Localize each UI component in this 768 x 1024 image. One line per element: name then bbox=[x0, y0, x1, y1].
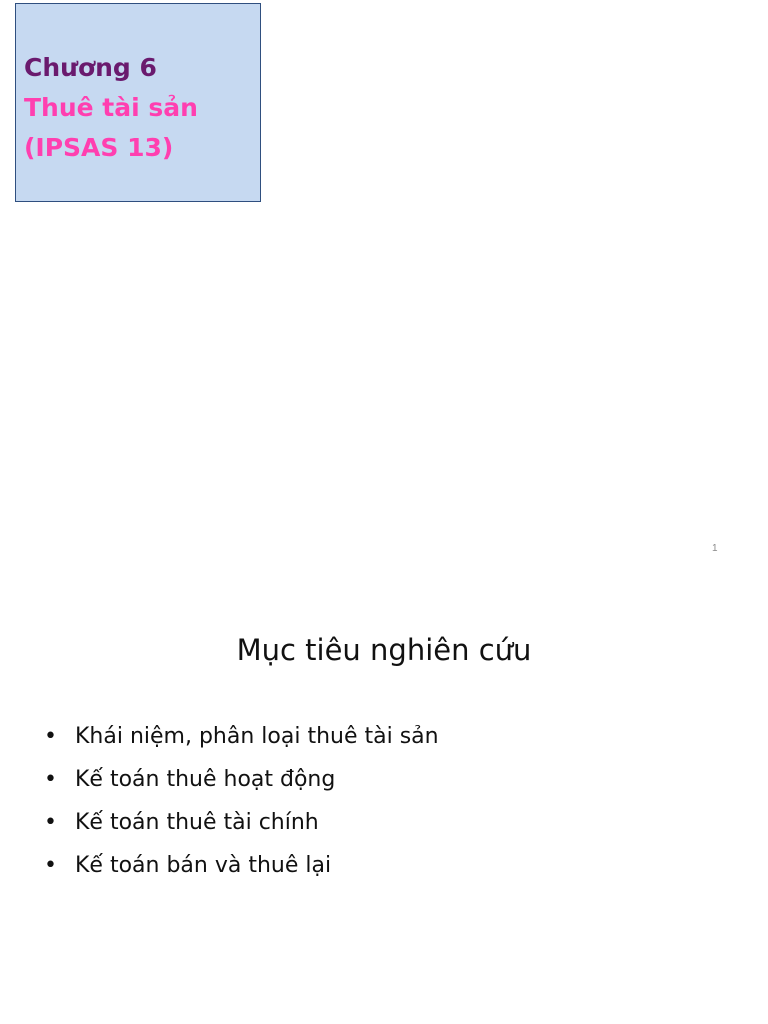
topic-label: Thuê tài sản bbox=[24, 93, 198, 122]
list-item bbox=[44, 715, 439, 758]
objectives-list bbox=[44, 715, 439, 887]
chapter-label: Chương 6 bbox=[24, 53, 157, 82]
list-item bbox=[44, 844, 439, 887]
bullet-icon: • bbox=[44, 767, 57, 792]
slide-heading: Mục tiêu nghiên cứu bbox=[236, 633, 532, 667]
page-number: 1 bbox=[712, 543, 718, 554]
list-item-text: Kế toán thuê tài chính bbox=[75, 810, 319, 835]
list-item bbox=[44, 758, 439, 801]
bullet-icon: • bbox=[44, 810, 57, 835]
bullet-icon: • bbox=[44, 853, 57, 878]
standard-label: (IPSAS 13) bbox=[24, 133, 174, 162]
list-item-text: Kế toán thuê hoạt động bbox=[75, 767, 336, 792]
list-item-text: Kế toán bán và thuê lại bbox=[75, 853, 332, 878]
list-item-text: Khái niệm, phân loại thuê tài sản bbox=[75, 724, 439, 749]
bullet-icon: • bbox=[44, 724, 57, 749]
list-item bbox=[44, 801, 439, 844]
chapter-title-box bbox=[15, 3, 261, 202]
